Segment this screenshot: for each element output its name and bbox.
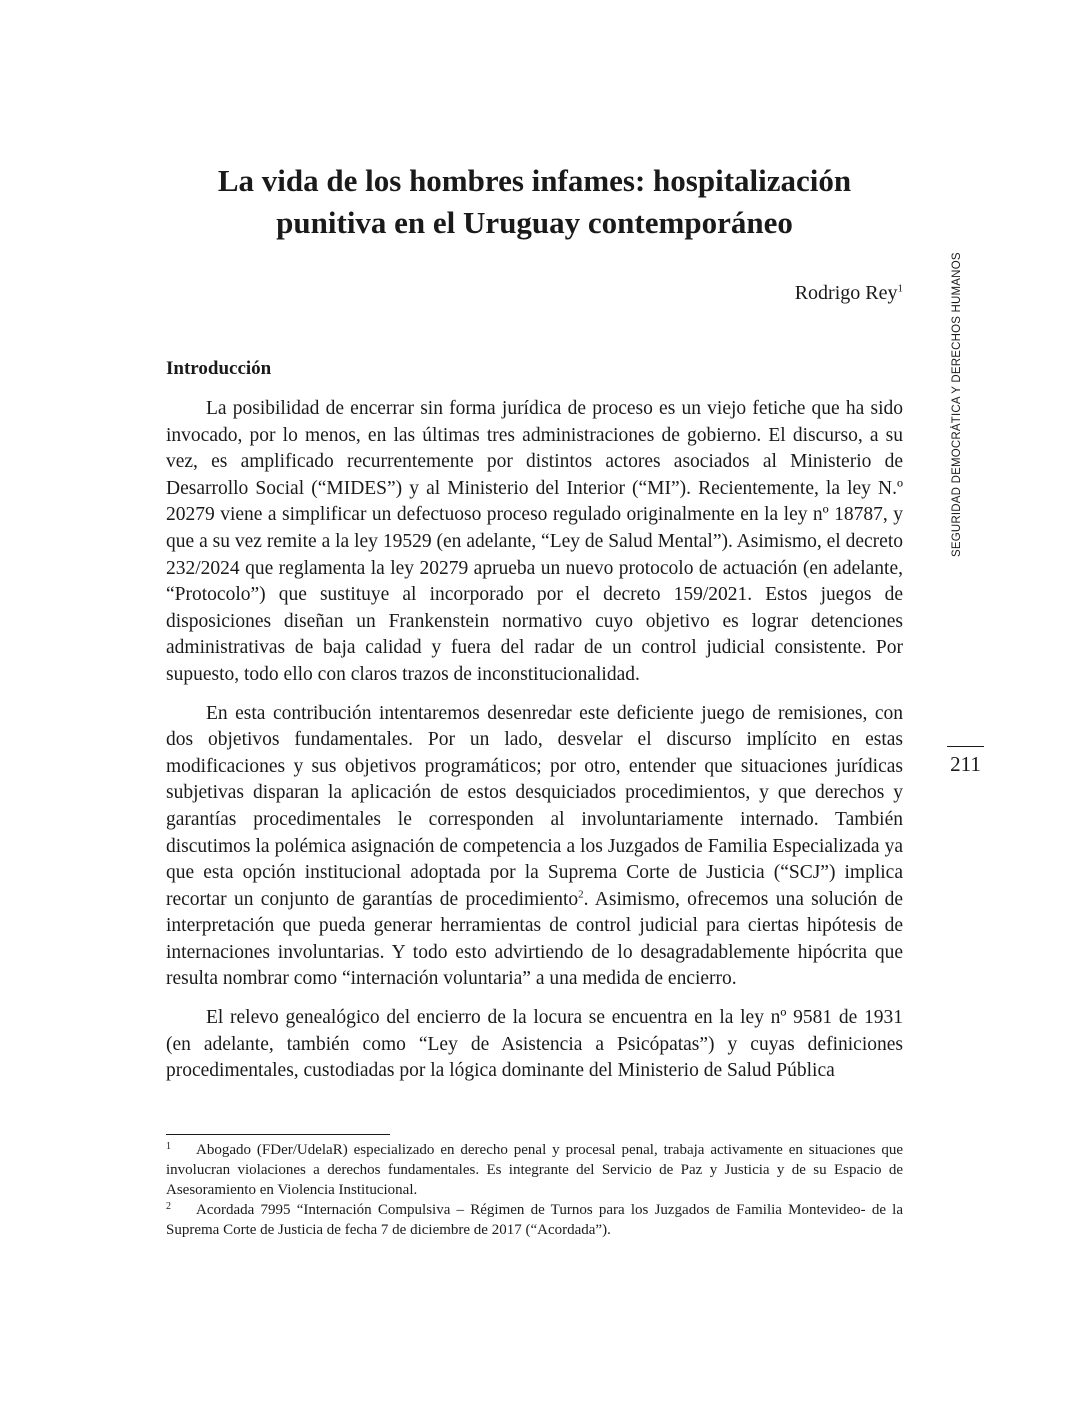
page-number: 211: [950, 752, 981, 776]
footnote-number: 2: [166, 1201, 171, 1212]
running-section-label: SEGURIDAD DEMOCRÁTICA Y DERECHOS HUMANOS: [951, 252, 963, 558]
paragraph-2: [166, 701, 903, 994]
paragraph-3: El relevo genealógico del encierro de la locura se encuentra en la ley nº 9581 de 1931 (en adelante, también como “Ley de Asistencia a Psicópatas”) y cuyas definiciones procedimentales, custodiadas por la lógica dominante del Ministerio de Salud Pública: [166, 1007, 903, 1082]
footnote-2: [166, 1200, 903, 1240]
author-footnote-ref[interactable]: 1: [897, 282, 903, 295]
article-title: La vida de los hombres infames: hospitalización punitiva en el Uruguay contemporáneo: [217, 163, 852, 240]
paragraph-2-part-a: En esta contribución intentaremos desenredar este deficiente juego de remisiones, con dos objetivos fundamentales. Por un lado, desvelar el discurso implícito en estas modificaciones y sus objetivos programáticos; por otro, entender que situaciones jurídicas subjetivas disparan la aplicación de estos desquiciados procedimientos, y que derechos y garantías procedimentales le corresponden al involuntariamente internado. También discutimos la polémica asignación de competencia a los Juzgados de Familia Especializada ya que esta opción institucional adoptada por la Suprema Corte de Justicia (“SCJ”) implica recortar un conjunto de garantías de procedimiento: [166, 702, 903, 910]
author-line: [795, 280, 903, 306]
author-name: Rodrigo Rey: [794, 282, 898, 304]
footnote-1: [166, 1140, 903, 1200]
footnote-divider: [166, 1134, 390, 1135]
footnote-text: Abogado (FDer/UdelaR) especializado en derecho penal y procesal penal, trabaja activamente en situaciones que involucran violaciones a derechos fundamentales. Es integrante del Servicio de Paz y Justicia y de su Espacio de Asesoramiento en Violencia Institucional.: [166, 1142, 903, 1198]
paragraph-2-part-b: . Asimismo, ofrecemos una solución de interpretación que pueda generar herramientas de control judicial para ciertas hipótesis de internaciones involuntarias. Y todo esto advirtiendo de lo desagradablemente hipócrita que resulta nombrar como “internación voluntaria” a una medida de encierro.: [166, 888, 903, 990]
paragraph-1: La posibilidad de encerrar sin forma jurídica de proceso es un viejo fetiche que ha sido invocado, por lo menos, en las últimas tres administraciones de gobierno. El discurso, a su vez, es amplificado recurrentemente por distintos actores asociados al Ministerio de Desarrollo Social (“MIDES”) y al Ministerio del Interior (“MI”). Recientemente, la ley N.º 20279 viene a simplificar un defectuoso proceso regulado originalmente en la ley nº 18787, y que a su vez remite a la ley 19529 (en adelante, “Ley de Salud Mental”). Asimismo, el decreto 232/2024 que reglamenta la ley 20279 aprueba un nuevo protocolo de actuación (en adelante, “Protocolo”) que sustituye al incorporado por el decreto 159/2021. Estos juegos de disposiciones diseñan un Frankenstein normativo cuyo objetivo es lograr detenciones administrativas de baja calidad y fuera del radar de un control judicial consistente. Por supuesto, todo ello con claros trazos de inconstitucionalidad.: [166, 398, 903, 685]
footnote-ref-2[interactable]: 2: [578, 888, 584, 901]
footnotes: [166, 1140, 903, 1240]
footnote-number: 1: [166, 1141, 171, 1152]
page-number-divider: [947, 746, 984, 747]
section-heading: Introducción: [166, 358, 272, 379]
footnote-text: Acordada 7995 “Internación Compulsiva – Régimen de Turnos para los Juzgados de Familia Montevideo- de la Suprema Corte de Justicia de fecha 7 de diciembre de 2017 (“Acordada”).: [166, 1202, 903, 1238]
body-text: [166, 396, 903, 1097]
